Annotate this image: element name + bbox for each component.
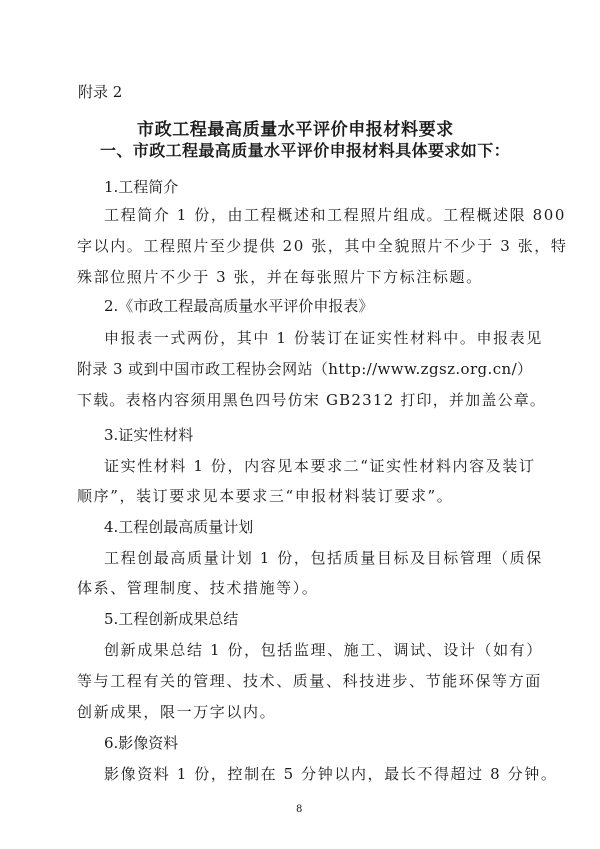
item-3-line-1: 证实性材料 1 份，内容见本要求二“证实性材料内容及装订 [104, 457, 536, 475]
section-one-heading: 一、市政工程最高质量水平评价申报材料具体要求如下： [100, 141, 511, 160]
item-5-line-1: 创新成果总结 1 份，包括监理、施工、调试、设计（如有） [104, 641, 543, 659]
item-6-heading: 6.影像资料 [104, 734, 179, 752]
item-1-line-3: 殊部位照片不少于 3 张，并在每张照片下方标注标题。 [77, 268, 483, 286]
item-1-heading: 1.工程简介 [104, 178, 179, 196]
item-2-line-2: 附录 3 或到中国市政工程协会网站（http://www.zgsz.org.cn/） [77, 360, 533, 378]
item-6-line-1: 影像资料 1 份，控制在 5 分钟以内，最长不得超过 8 分钟。 [104, 765, 558, 783]
item-4-heading: 4.工程创最高质量计划 [104, 518, 254, 536]
item-2-heading: 2.《市政工程最高质量水平评价申报表》 [104, 297, 374, 315]
item-2-line-1: 申报表一式两份，其中 1 份装订在证实性材料中。申报表见 [104, 329, 543, 347]
page-title: 市政工程最高质量水平评价申报材料要求 [137, 120, 454, 140]
item-2-line-3: 下载。表格内容须用黑色四号仿宋 GB2312 打印，并加盖公章。 [77, 391, 547, 409]
item-3-heading: 3.证实性材料 [104, 426, 194, 444]
item-1-line-1: 工程简介 1 份，由工程概述和工程照片组成。工程概述限 800 [104, 206, 567, 224]
item-5-line-3: 创新成果，限一万字以内。 [77, 703, 277, 721]
item-5-line-2: 等与工程有关的管理、技术、质量、科技进步、节能环保等方面 [77, 672, 542, 690]
item-1-line-2: 字以内。工程照片至少提供 20 张，其中全貌照片不少于 3 张，特 [77, 237, 568, 255]
item-4-line-2: 体系、管理制度、技术措施等）。 [77, 579, 319, 597]
appendix-label: 附录 2 [78, 83, 123, 101]
item-5-heading: 5.工程创新成果总结 [104, 610, 239, 628]
item-4-line-1: 工程创最高质量计划 1 份，包括质量目标及目标管理（质保 [104, 549, 543, 567]
page-number: 8 [296, 804, 303, 815]
item-3-line-2: 顺序”，装订要求见本要求三“申报材料装订要求”。 [77, 487, 454, 505]
